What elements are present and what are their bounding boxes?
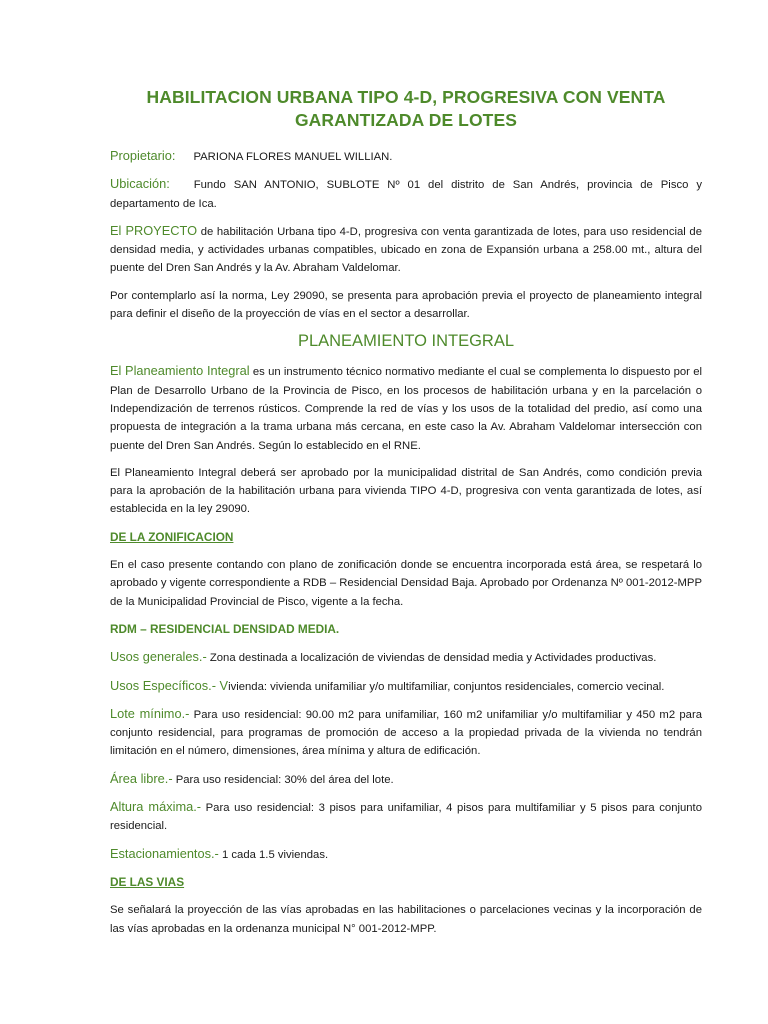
ubicacion-paragraph bbox=[110, 175, 702, 213]
usos-generales-text: Zona destinada a localización de viviendas de densidad media y Actividades productivas. bbox=[206, 652, 657, 665]
proyecto-label: El PROYECTO bbox=[110, 222, 198, 238]
estacionamientos-paragraph bbox=[110, 845, 702, 864]
title-line-2: GARANTIZADA DE LOTES bbox=[294, 110, 518, 130]
norma-paragraph: Por contemplarlo así la norma, Ley 29090, se presenta para aprobación previa el proyecto de planeamiento integral para definir el diseño de la proyección de vías en el sector a desarrollar. bbox=[110, 289, 702, 321]
proyecto-text: de habilitación Urbana tipo 4-D, progresiva con venta garantizada de lotes, para uso residencial de densidad media, y actividades urbanas compatibles, ubicado en zona de Expansión urbana a 258.00 mt., altura del puente del Dren San Andrés y la Av. Abraham Valdelomar. bbox=[110, 225, 702, 275]
title-line-1: HABILITACION URBANA TIPO 4-D, PROGRESIVA CON VENTA bbox=[146, 87, 666, 107]
zonificacion-heading: DE LA ZONIFICACION bbox=[110, 529, 234, 544]
rdm-heading-paragraph bbox=[110, 620, 702, 639]
lote-minimo-label: Lote mínimo.- bbox=[110, 705, 190, 721]
estacionamientos-text: 1 cada 1.5 viviendas. bbox=[218, 848, 329, 861]
propietario-value: PARIONA FLORES MANUEL WILLIAN. bbox=[193, 151, 393, 163]
ubicacion-value: Fundo SAN ANTONIO, SUBLOTE Nº 01 del distrito de San Andrés, provincia de Pisco y departamento de Ica. bbox=[110, 179, 702, 210]
section-title-planeamiento: PLANEAMIENTO INTEGRAL bbox=[297, 332, 515, 351]
vias-paragraph: Se señalará la proyección de las vías aprobadas en las habilitaciones o parcelaciones vecinas y la incorporación de las vías aprobadas en la ordenanza municipal N° 001-2012-MPP. bbox=[110, 904, 702, 935]
zonificacion-heading-paragraph bbox=[110, 528, 702, 547]
altura-maxima-text: Para uso residencial: 3 pisos para unifamiliar, 4 pisos para multifamiliar y 5 pisos para conjunto residencial. bbox=[110, 802, 702, 833]
area-libre-paragraph bbox=[110, 770, 702, 789]
usos-generales-label: Usos generales.- bbox=[110, 649, 207, 665]
planeamiento-paragraph bbox=[110, 362, 702, 454]
altura-maxima-paragraph bbox=[110, 798, 702, 836]
usos-generales-paragraph bbox=[110, 648, 702, 667]
usos-especificos-paragraph bbox=[110, 677, 702, 696]
area-libre-text: Para uso residencial: 30% del área del lote. bbox=[172, 773, 394, 786]
planeamiento-label: El Planeamiento Integral bbox=[110, 363, 250, 379]
usos-especificos-label: Usos Específicos.- V bbox=[110, 677, 229, 693]
planeamiento-text: es un instrumento técnico normativo mediante el cual se complementa lo dispuesto por el Plan de Desarrollo Urbano de la Provincia de Pisco, en los procesos de habilitación urbana y en la parcelación o Independización de terrenos rústicos. Comprende la red de vías y los usos de la totalidad del predio, así como una propuesta de integración a la trama urbana más cercana, en este caso la Av. Abraham Valdelomar intersección con puente del Dren San Andrés. Según lo establecido en el RNE. bbox=[110, 366, 702, 452]
zonificacion-paragraph: En el caso presente contando con plano de zonificación donde se encuentra incorporada está área, se respetará lo aprobado y vigente correspondiente a RDB – Residencial Densidad Baja. Aprobado por Ordenanza Nº 001-2012-MPP de la Municipalidad Provincial de Pisco, vigente a la fecha. bbox=[110, 559, 702, 608]
lote-minimo-paragraph bbox=[110, 705, 702, 761]
area-libre-label: Área libre.- bbox=[110, 770, 173, 786]
usos-especificos-text: ivienda: vivienda unifamiliar y/o multifamiliar, conjuntos residenciales, comercio vecinal. bbox=[228, 680, 665, 693]
lote-minimo-text: Para uso residencial: 90.00 m2 para unifamiliar, 160 m2 unifamiliar y/o multifamiliar y 450 m2 para conjunto residencial, para programas de promoción de acceso a la propiedad privada de la vivienda no tendrán limitación en el número, dimensiones, área mínima y altura de edificación. bbox=[110, 708, 703, 758]
vias-heading: DE LAS VIAS bbox=[110, 874, 185, 889]
aprobado-paragraph: El Planeamiento Integral deberá ser aprobado por la municipalidad distrital de San Andrés, como condición previa para la aprobación de la habilitación urbana para vivienda TIPO 4-D, progresiva con venta garantizada de lotes, así establecida en la ley 29090. bbox=[110, 466, 702, 516]
ubicacion-label: Ubicación: bbox=[110, 176, 170, 192]
proyecto-paragraph bbox=[110, 222, 702, 278]
rdm-heading: RDM – RESIDENCIAL DENSIDAD MEDIA. bbox=[110, 621, 340, 636]
vias-heading-paragraph bbox=[110, 873, 702, 892]
propietario-label: Propietario: bbox=[110, 148, 176, 163]
altura-maxima-label: Altura máxima.- bbox=[110, 799, 202, 815]
propietario-paragraph bbox=[110, 147, 702, 166]
estacionamientos-label: Estacionamientos.- bbox=[110, 845, 219, 861]
document-title bbox=[110, 86, 702, 132]
